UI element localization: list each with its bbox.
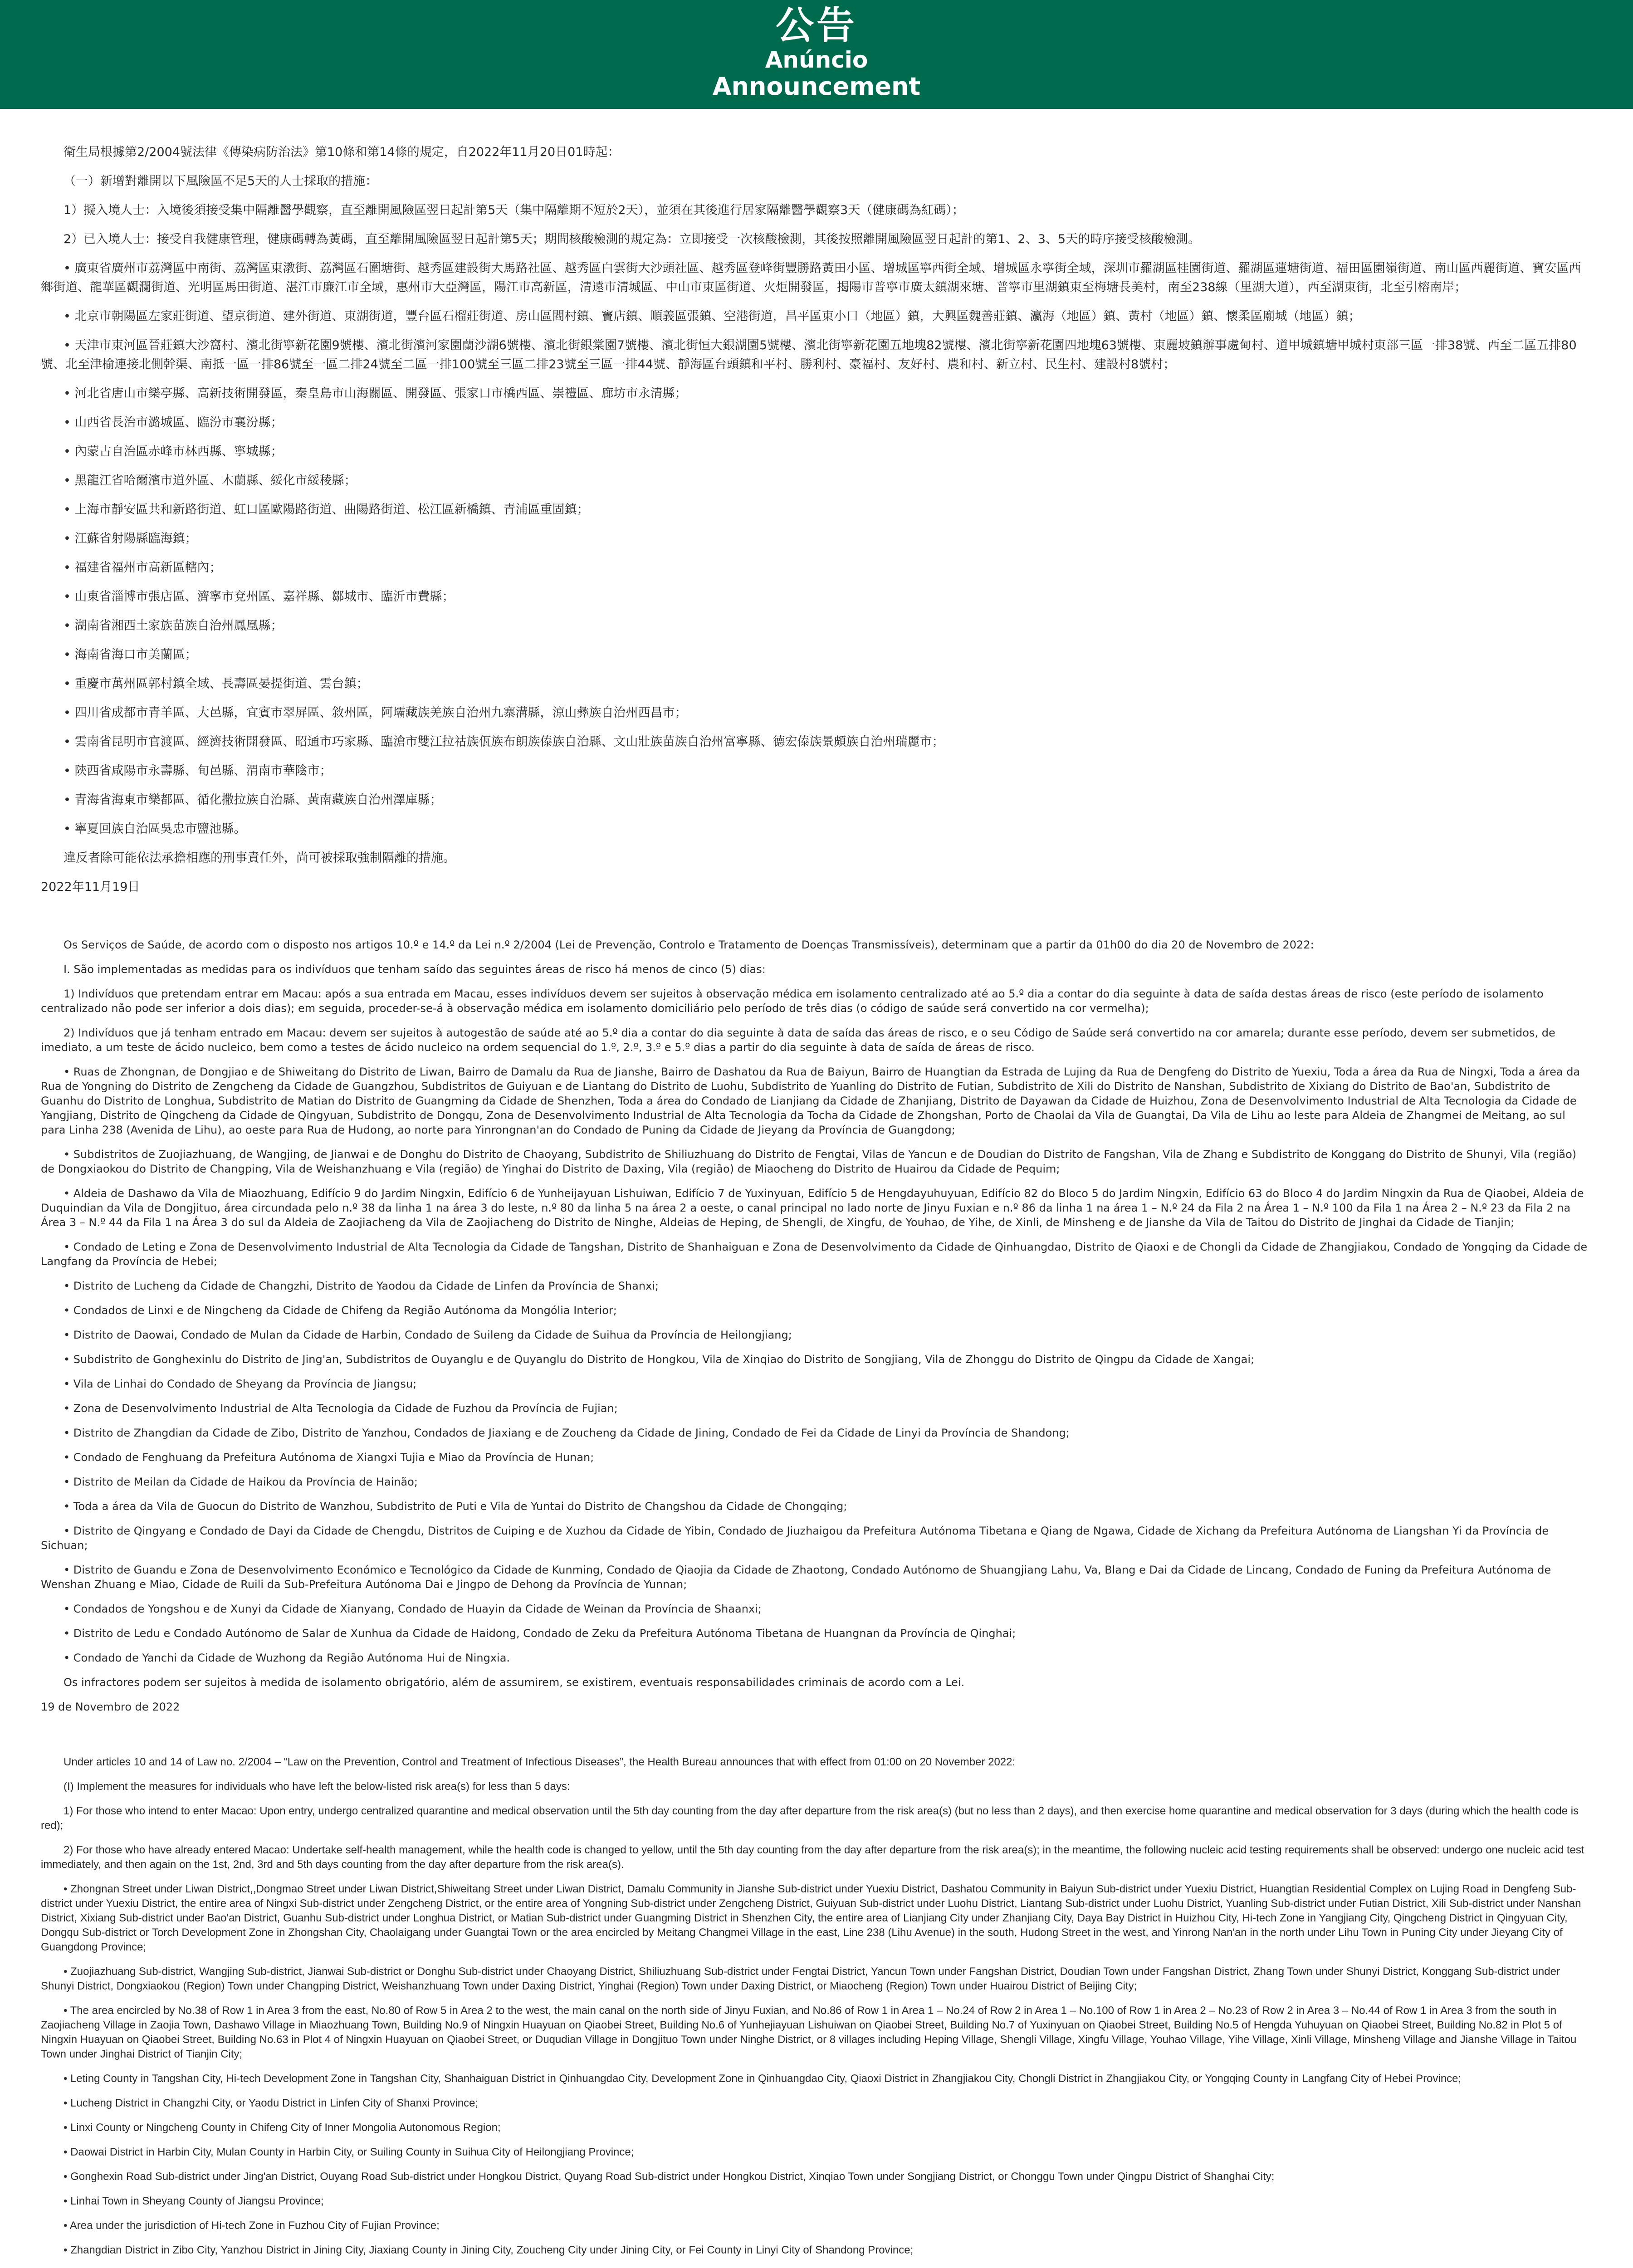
risk-area-list <box>41 1882 1592 2268</box>
risk-area-item: • Distrito de Guandu e Zona de Desenvolvimento Económico e Tecnológico da Cidade de Kunming, Condado de Qiaojia da Cidade de Zhaotong, Condado Autónomo de Shuangjiang Lahu, Va, Blang e Dai da Cidade de Lincang, Condado de Funing da Prefeitura Autónoma de Wenshan Zhuang e Miao, Cidade de Ruili da Sub-Prefeitura Autónoma Dai e Jingpo de Dehong da Província de Yunnan; <box>41 1564 1551 1591</box>
risk-area-list <box>41 259 1592 839</box>
risk-area-item: • 江蘇省射陽縣臨海鎮； <box>64 532 197 546</box>
risk-area-item: • Daowai District in Harbin City, Mulan County in Harbin City, or Suiling County in Suihua City of Heilongjiang Province; <box>64 2146 634 2158</box>
risk-area-item: • 海南省海口市美蘭區； <box>64 648 197 662</box>
risk-area-item: • Distrito de Daowai, Condado de Mulan da Cidade de Harbin, Condado de Suileng da Cidade de Suihua da Província de Heilongjiang; <box>64 1329 792 1341</box>
intro-paragraph: Os Serviços de Saúde, de acordo com o disposto nos artigos 10.º e 14.º da Lei n.º 2/2004 (Lei de Prevenção, Controlo e Tratamento de Doenças Transmissíveis), determinam que a partir da 01h00 do dia 20 de Novembro de 2022: <box>64 938 1314 951</box>
announcement-body <box>41 143 1592 2268</box>
risk-area-item: • 重慶市萬州區郭村鎮全域、長壽區晏提街道、雲台鎮； <box>64 677 369 691</box>
risk-area-item: • Linhai Town in Sheyang County of Jiangsu Province; <box>64 2195 324 2207</box>
risk-area-item: • 山西省長治市潞城區、臨汾市襄汾縣； <box>64 415 283 430</box>
risk-area-item: • Zhongnan Street under Liwan District,,Dongmao Street under Liwan District,Shiweitang Street under Liwan District, Damalu Community in Jianshe Sub-district under Yuexiu District, Dashatou Community in Baiyun Sub-district under Yuexiu District, Huangtian Residential Complex on Lujing Road in Dengfeng Sub-district under Yuexiu District, the entire area of Ningxi Sub-district under Zengcheng District, or the entire area of Yongning Sub-district under Zengcheng District, Guiyuan Sub-district under Luohu District, Liantang Sub-district under Luohu District, Yuanling Sub-district under Futian District, Xili Sub-district under Nanshan District, Xixiang Sub-district under Bao'an District, Guanhu Sub-district under Longhua District, or Matian Sub-district under Guangming District in Shenzhen City, the entire area of Lianjiang City under Zhanjiang City, Daya Bay District in Huizhou City, Hi-tech Zone in Yangjiang City, Qingcheng District in Qingyuan City, Dongqu Sub-district or Torch Development Zone in Zhongshan City, Chaolaigang under Guangtai Town or the area encircled by Meitang Changmei Village in the east, Line 238 (Lihu Avenue) in the south, Hudong Street in the west, and Yinrong Nan'an in the north under Lihu Town in Puning City under Jieyang City of Guangdong Province; <box>41 1883 1581 1953</box>
risk-area-item: • 四川省成都市青羊區、大邑縣，宜賓市翠屏區、敘州區，阿壩藏族羌族自治州九寨溝縣，涼山彝族自治州西昌市； <box>64 706 687 720</box>
closing-paragraph: Os infractores podem ser sujeitos à medida de isolamento obrigatório, além de assumirem, se existirem, eventuais responsabilidades criminais de acordo com a Lei. <box>64 1676 965 1689</box>
intro-paragraph: Under articles 10 and 14 of Law no. 2/2004 – “Law on the Prevention, Control and Treatment of Infectious Diseases”, the Health Bureau announces that with effect from 01:00 on 20 November 2022: <box>64 1756 1016 1768</box>
risk-area-item: • Condado de Yanchi da Cidade de Wuzhong da Região Autónoma Hui de Ningxia. <box>64 1652 510 1664</box>
risk-area-item: • 陝西省咸陽市永壽縣、旬邑縣、渭南市華陰市； <box>64 764 332 778</box>
measure-point-2: 2) Indivíduos que já tenham entrado em Macau: devem ser sujeitos à autogestão de saúde até ao 5.º dia a contar do dia seguinte à data de saída das áreas de risco, e o seu Código de Saúde será convertido na cor amarela; durante esse período, devem ser submetidos, de imediato, a um teste de ácido nucleico, bem como a testes de ácido nucleico na ordem sequencial do 1.º, 2.º, 3.º e 5.º dias a partir do dia seguinte à data de saída de áreas de risco. <box>41 1026 1555 1054</box>
risk-area-item: • Vila de Linhai do Condado de Sheyang da Província de Jiangsu; <box>64 1378 417 1390</box>
measure-title: （一）新增對離開以下風險區不足5天的人士採取的措施： <box>64 174 378 188</box>
risk-area-item: • Aldeia de Dashawo da Vila de Miaozhuang, Edifício 9 do Jardim Ningxin, Edifício 6 de Yunheijayuan Lishuiwan, Edifício 7 de Yuxinyuan, Edifício 5 de Hengdayuhuyuan, Edifício 82 do Bloco 5 do Jardim Ningxin, Edifício 63 do Bloco 4 do Jardim Ningxin da Rua de Qiaobei, Aldeia de Duquindian da Vila de Dongjituo, área circundada pelo n.º 38 da linha 1 na área 3 do leste, n.º 80 da linha 5 na área 2 a oeste, o canal principal no lado norte de Jinyu Fuxian e n.º 86 da linha 1 na área 1 – N.º 24 da Fila 2 na Área 1 – N.º 100 da Fila 1 na Área 2 – N.º 23 da Fila 2 na Área 3 – N.º 44 da Fila 1 na Área 3 do sul da Aldeia de Zaojiacheng da Vila de Zaojiacheng do Distrito de Ninghe, Aldeias de Heping, de Shengli, de Xingfu, de Youhao, de Yihe, de Xinli, de Minsheng e de Jianshe da Vila de Taitou do Distrito de Jinghai da Cidade de Tianjin; <box>41 1187 1584 1229</box>
risk-area-item: • Condados de Yongshou e de Xunyi da Cidade de Xianyang, Condado de Huayin da Cidade de Weinan da Província de Shaanxi; <box>64 1603 762 1615</box>
measure-title: (I) Implement the measures for individuals who have left the below-listed risk area(s) for less than 5 days: <box>64 1780 570 1793</box>
risk-area-item: • The area encircled by No.38 of Row 1 in Area 3 from the east, No.80 of Row 5 in Area 2 to the west, the main canal on the north side of Jinyu Fuxian, and No.86 of Row 1 in Area 1 – No.24 of Row 2 in Area 1 – No.100 of Row 1 in Area 2 – No.23 of Row 2 in Area 3 – No.44 of Row 1 in Area 3 from the south in Zaojiacheng Village in Zaojia Town, Dashawo Village in Miaozhuang Town, Building No.9 of Ningxin Huayuan on Qiaobei Street, Building No.6 of Yunhejiayuan Lishuiwan on Qiaobei Street, Building No.7 of Yuxinyuan on Qiaobei Street, Building No.5 of Hengda Yuhuyuan on Qiaobei Street, Building No.82 in Plot 5 of Ningxin Huayuan on Qiaobei Street, Building No.63 in Plot 4 of Ningxin Huayuan on Qiaobei Street, or Duqudian Village in Dongjituo Town under Ninghe District, or 8 villages including Heping Village, Shengli Village, Xingfu Village, Youhao Village, Yihe Village, Xinli Village, Minsheng Village and Jianshe Village in Taitou Town under Jinghai District of Tianjin City; <box>41 2004 1577 2060</box>
risk-area-item: • Gonghexin Road Sub-district under Jing'an District, Ouyang Road Sub-district under Hongkou District, Quyang Road Sub-district under Hongkou District, Xinqiao Town under Songjiang District, or Chonggu Town under Qingpu District of Shanghai City; <box>64 2170 1275 2183</box>
announcement-date: 19 de Novembro de 2022 <box>41 1701 180 1713</box>
chinese-section <box>41 143 1592 897</box>
risk-area-item: • Area under the jurisdiction of Hi-tech Zone in Fuzhou City of Fujian Province; <box>64 2219 440 2232</box>
risk-area-item: • 廣東省廣州市荔灣區中南街、荔灣區東漖街、荔灣區石圍塘街、越秀區建設街大馬路社區、越秀區白雲街大沙頭社區、越秀區登峰街豐勝路黃田小區、增城區寧西街全域、增城區永寧街全域，深圳市羅湖區桂園街道、羅湖區蓮塘街道、福田區園嶺街道、南山區西麗街道、寶安區西鄉街道、龍華區觀瀾街道、光明區馬田街道、湛江市廉江市全域，惠州市大亞灣區，陽江市高新區，清遠市清城區、中山市東區街道、火炬開發區，揭陽市普寧市廣太鎮湖來塘、普寧市里湖鎮東至梅塘長美村，南至238線（里湖大道），西至湖東街，北至引榕南岸； <box>41 261 1581 294</box>
intro-paragraph: 衛生局根據第2/2004號法律《傳染病防治法》第10條和第14條的規定，自2022年11月20日01時起： <box>64 145 620 159</box>
risk-area-item: • Linxi County or Ningcheng County in Chifeng City of Inner Mongolia Autonomous Region; <box>64 2121 501 2134</box>
portuguese-section <box>41 938 1592 1714</box>
english-section <box>41 1755 1592 2268</box>
risk-area-item: • Zuojiazhuang Sub-district, Wangjing Sub-district, Jianwai Sub-district or Donghu Sub-district under Chaoyang District, Shiliuzhuang Sub-district under Fengtai District, Yancun Town under Fangshan District, Doudian Town under Fangshan District, Zhang Town under Shunyi District, Konggang Sub-district under Shunyi District, Dongxiaokou (Region) Town under Changping District, Weishanzhuang Town under Daxing District, Yinghai (Region) Town under Daxing District, or Miaocheng (Region) Town under Huairou District of Beijing City; <box>41 1965 1560 1992</box>
risk-area-item: • Distrito de Qingyang e Condado de Dayi da Cidade de Chengdu, Distritos de Cuiping e de Xuzhou da Cidade de Yibin, Condado de Jiuzhaigou da Prefeitura Autónoma Tibetana e Qiang de Ngawa, Cidade de Xichang da Prefeitura Autónoma de Liangshan Yi da Província de Sichuan; <box>41 1525 1549 1552</box>
risk-area-list <box>41 1065 1592 1665</box>
measure-point-2: 2）已入境人士：接受自我健康管理，健康碼轉為黃碼，直至離開風險區翌日起計第5天；期間核酸檢測的規定為：立即接受一次核酸檢測，其後按照離開風險區翌日起計的第1、2、3、5天的時序接受核酸檢測。 <box>64 232 1201 246</box>
risk-area-item: • 青海省海東市樂都區、循化撒拉族自治縣、黃南藏族自治州澤庫縣； <box>64 793 442 807</box>
risk-area-item: • 上海市靜安區共和新路街道、虹口區歐陽路街道、曲陽路街道、松江區新橋鎮、青浦區重固鎮； <box>64 503 589 517</box>
risk-area-item: • 湖南省湘西土家族苗族自治州鳳凰縣； <box>64 619 283 633</box>
risk-area-item: • Ruas de Zhongnan, de Dongjiao e de Shiweitang do Distrito de Liwan, Bairro de Damalu da Rua de Jianshe, Bairro de Dashatou da Rua de Baiyun, Bairro de Huangtian da Estrada de Lujing da Rua de Dengfeng do Distrito de Yuexiu, Toda a área da Rua de Ningxi, Toda a área da Rua de Yongning do Distrito de Zengcheng da Cidade de Guangzhou, Subdistritos de Guiyuan e de Liantang do Distrito de Luohu, Subdistrito de Yuanling do Distrito de Futian, Subdistrito de Xili do Distrito de Nanshan, Subdistrito de Xixiang do Distrito de Bao'an, Subdistrito de Guanhu do Distrito de Longhua, Subdistrito de Matian do Distrito de Guangming da Cidade de Shenzhen, Toda a área do Condado de Lianjiang da Cidade de Zhanjiang, Distrito de Dayawan da Cidade de Huizhou, Zona de Desenvolvimento Industrial de Alta Tecnologia da Cidade de Yangjiang, Distrito de Qingcheng da Cidade de Qingyuan, Subdistrito de Dongqu, Zona de Desenvolvimento Industrial de Alta Tecnologia da Tocha da Cidade de Zhongshan, Porto de Chaolai da Vila de Guangtai, Da Vila de Lihu ao leste para Aldeia de Zhangmei de Meitang, ao sul para Linha 238 (Avenida de Lihu), ao oeste para Rua de Hudong, ao norte para Yinrongnan'an do Condado de Puning da Cidade de Jieyang da Província de Guangdong; <box>41 1066 1580 1136</box>
risk-area-item: • 山東省淄博市張店區、濟寧市兗州區、嘉祥縣、鄒城市、臨沂市費縣； <box>64 590 455 604</box>
header-title-en: Announcement <box>712 72 921 101</box>
risk-area-item: • Subdistritos de Zuojiazhuang, de Wangjing, de Jianwai e de Donghu do Distrito de Chaoyang, Subdistrito de Shiliuzhuang do Distrito de Fengtai, Vilas de Yancun e de Doudian do Distrito de Fangshan, Vila de Zhang e Subdistrito de Konggang do Distrito de Shunyi, Vila (região) de Dongxiaokou do Distrito de Changping, Vila de Weishanzhuang e Vila (região) de Yinghai do Distrito de Daxing, Vila (região) de Miaocheng do Distrito de Huairou da Cidade de Pequim; <box>41 1148 1577 1175</box>
risk-area-item: • Lucheng District in Changzhi City, or Yaodu District in Linfen City of Shanxi Province; <box>64 2097 479 2109</box>
risk-area-item: • Distrito de Lucheng da Cidade de Changzhi, Distrito de Yaodou da Cidade de Linfen da Província de Shanxi; <box>64 1280 659 1292</box>
closing-paragraph: 違反者除可能依法承擔相應的刑事責任外，尚可被採取強制隔離的措施。 <box>64 851 455 865</box>
risk-area-item: • 黑龍江省哈爾濱市道外區、木蘭縣、綏化市綏稜縣； <box>64 474 357 488</box>
risk-area-item: • Zona de Desenvolvimento Industrial de Alta Tecnologia da Cidade de Fuzhou da Província de Fujian; <box>64 1402 618 1415</box>
risk-area-item: • 雲南省昆明市官渡區、經濟技術開發區、昭通市巧家縣、臨滄市雙江拉祜族佤族布朗族傣族自治縣、文山壯族苗族自治州富寧縣、德宏傣族景頗族自治州瑞麗市； <box>64 735 944 749</box>
risk-area-item: • Distrito de Meilan da Cidade de Haikou da Província de Hainão; <box>64 1476 418 1488</box>
risk-area-item: • Condado de Fenghuang da Prefeitura Autónoma de Xiangxi Tujia e Miao da Província de Hunan; <box>64 1451 594 1464</box>
risk-area-item: • 河北省唐山市樂亭縣、高新技術開發區，秦皇島市山海關區、開發區、張家口市橋西區、崇禮區、廊坊市永清縣； <box>64 386 687 401</box>
risk-area-item: • Distrito de Ledu e Condado Autónomo de Salar de Xunhua da Cidade de Haidong, Condado de Zeku da Prefeitura Autónoma Tibetana de Huangnan da Província de Qinghai; <box>64 1627 1016 1640</box>
measure-point-1: 1) Indivíduos que pretendam entrar em Macau: após a sua entrada em Macau, esses indivíduos devem ser sujeitos à observação médica em isolamento centralizado até ao 5.º dia a contar do dia seguinte à data de saída destas áreas de risco (este período de isolamento centralizado não pode ser inferior a dois dias); em seguida, proceder-se-á à observação médica em isolamento domiciliário pelo período de três dias (o código de saúde será convertido na cor vermelha); <box>41 987 1544 1015</box>
risk-area-item: • Condado de Leting e Zona de Desenvolvimento Industrial de Alta Tecnologia da Cidade de Tangshan, Distrito de Shanhaiguan e Zona de Desenvolvimento da Cidade de Qinhuangdao, Distrito de Qiaoxi e de Chongli da Cidade de Zhangjiakou, Condado de Yongqing da Cidade de Langfang da Província de Hebei; <box>41 1241 1588 1268</box>
measure-title: I. São implementadas as medidas para os indivíduos que tenham saído das seguintes áreas de risco há menos de cinco (5) dias: <box>64 963 766 976</box>
header-title-pt: Anúncio <box>765 47 868 73</box>
risk-area-item: • Condados de Linxi e de Ningcheng da Cidade de Chifeng da Região Autónoma da Mongólia Interior; <box>64 1304 617 1317</box>
risk-area-item: • Toda a área da Vila de Guocun do Distrito de Wanzhou, Subdistrito de Puti e Vila de Yuntai do Distrito de Changshou da Cidade de Chongqing; <box>64 1500 847 1513</box>
risk-area-item: • Zhangdian District in Zibo City, Yanzhou District in Jining City, Jiaxiang County in Jining City, Zoucheng City under Jining City, or Fei County in Linyi City of Shandong Province; <box>64 2244 914 2256</box>
risk-area-item: • Distrito de Zhangdian da Cidade de Zibo, Distrito de Yanzhou, Condados de Jiaxiang e de Zoucheng da Cidade de Jining, Condado de Fei da Cidade de Linyi da Província de Shandong; <box>64 1427 1070 1439</box>
measure-point-1: 1）擬入境人士：入境後須接受集中隔離醫學觀察，直至離開風險區翌日起計第5天（集中隔離期不短於2天），並須在其後進行居家隔離醫學觀察3天（健康碼為紅碼）； <box>64 203 964 217</box>
risk-area-item: • 北京市朝陽區左家莊街道、望京街道、建外街道、東湖街道，豐台區石榴莊街道、房山區閻村鎮、竇店鎮、順義區張鎮、空港街道，昌平區東小口（地區）鎮，大興區魏善莊鎮、瀛海（地區）鎮、黃村（地區）鎮、懷柔區廟城（地區）鎮； <box>64 309 1361 323</box>
risk-area-item: • Leting County in Tangshan City, Hi-tech Development Zone in Tangshan City, Shanhaiguan District in Qinhuangdao City, Development Zone in Qinhuangdao City, Qiaoxi District in Zhangjiakou City, Chongli District in Zhangjiakou City, or Yongqing County in Langfang City of Hebei Province; <box>64 2072 1462 2085</box>
risk-area-item: • 內蒙古自治區赤峰市林西縣、寧城縣； <box>64 445 283 459</box>
risk-area-item: • 天津市東河區晉莊鎮大沙窩村、濱北街寧新花園9號樓、濱北街濱河家園蘭沙湖6號樓、濱北街銀棠園7號樓、濱北街恒大銀湖園5號樓、濱北街寧新花園五地塊82號樓、濱北街寧新花園四地塊63號樓、東麗坡鎮辦事處甸村、道甲城鎮塘甲城村東部三區一排38號、西至二區五排80號、北至津榆連接北側幹渠、南抵一區一排86號至一區二排24號至二區一排100號至三區二排23號至三區一排44號、靜海區台頭鎮和平村、勝利村、豪福村、友好村、農和村、新立村、民生村、建設村8號村； <box>41 338 1577 371</box>
header-title-zh: 公告 <box>775 3 857 48</box>
announcement-date: 2022年11月19日 <box>41 880 140 894</box>
measure-point-1: 1) For those who intend to enter Macao: Upon entry, undergo centralized quarantine and medical observation until the 5th day counting from the day after departure from the risk area(s) (but no less than 2 days), and then exercise home quarantine and medical observation for 3 days (during which the health code is red); <box>41 1805 1579 1832</box>
risk-area-item: • 寧夏回族自治區吳忠市鹽池縣。 <box>64 822 246 836</box>
announcement-header <box>0 0 1633 109</box>
risk-area-item: • Subdistrito de Gonghexinlu do Distrito de Jing'an, Subdistritos de Ouyanglu e de Quyanglu do Distrito de Hongkou, Vila de Xinqiao do Distrito de Songjiang, Vila de Zhonggu do Distrito de Qingpu da Cidade de Xangai; <box>64 1353 1255 1366</box>
measure-point-2: 2) For those who have already entered Macao: Undertake self-health management, while the health code is changed to yellow, until the 5th day counting from the day after departure from the risk area(s); in the meantime, the following nucleic acid testing requirements shall be observed: undergo one nucleic acid test immediately, and then again on the 1st, 2nd, 3rd and 5th days counting from the day after departure from the risk area(s). <box>41 1844 1584 1871</box>
risk-area-item: • 福建省福州市高新區轄內； <box>64 561 222 575</box>
